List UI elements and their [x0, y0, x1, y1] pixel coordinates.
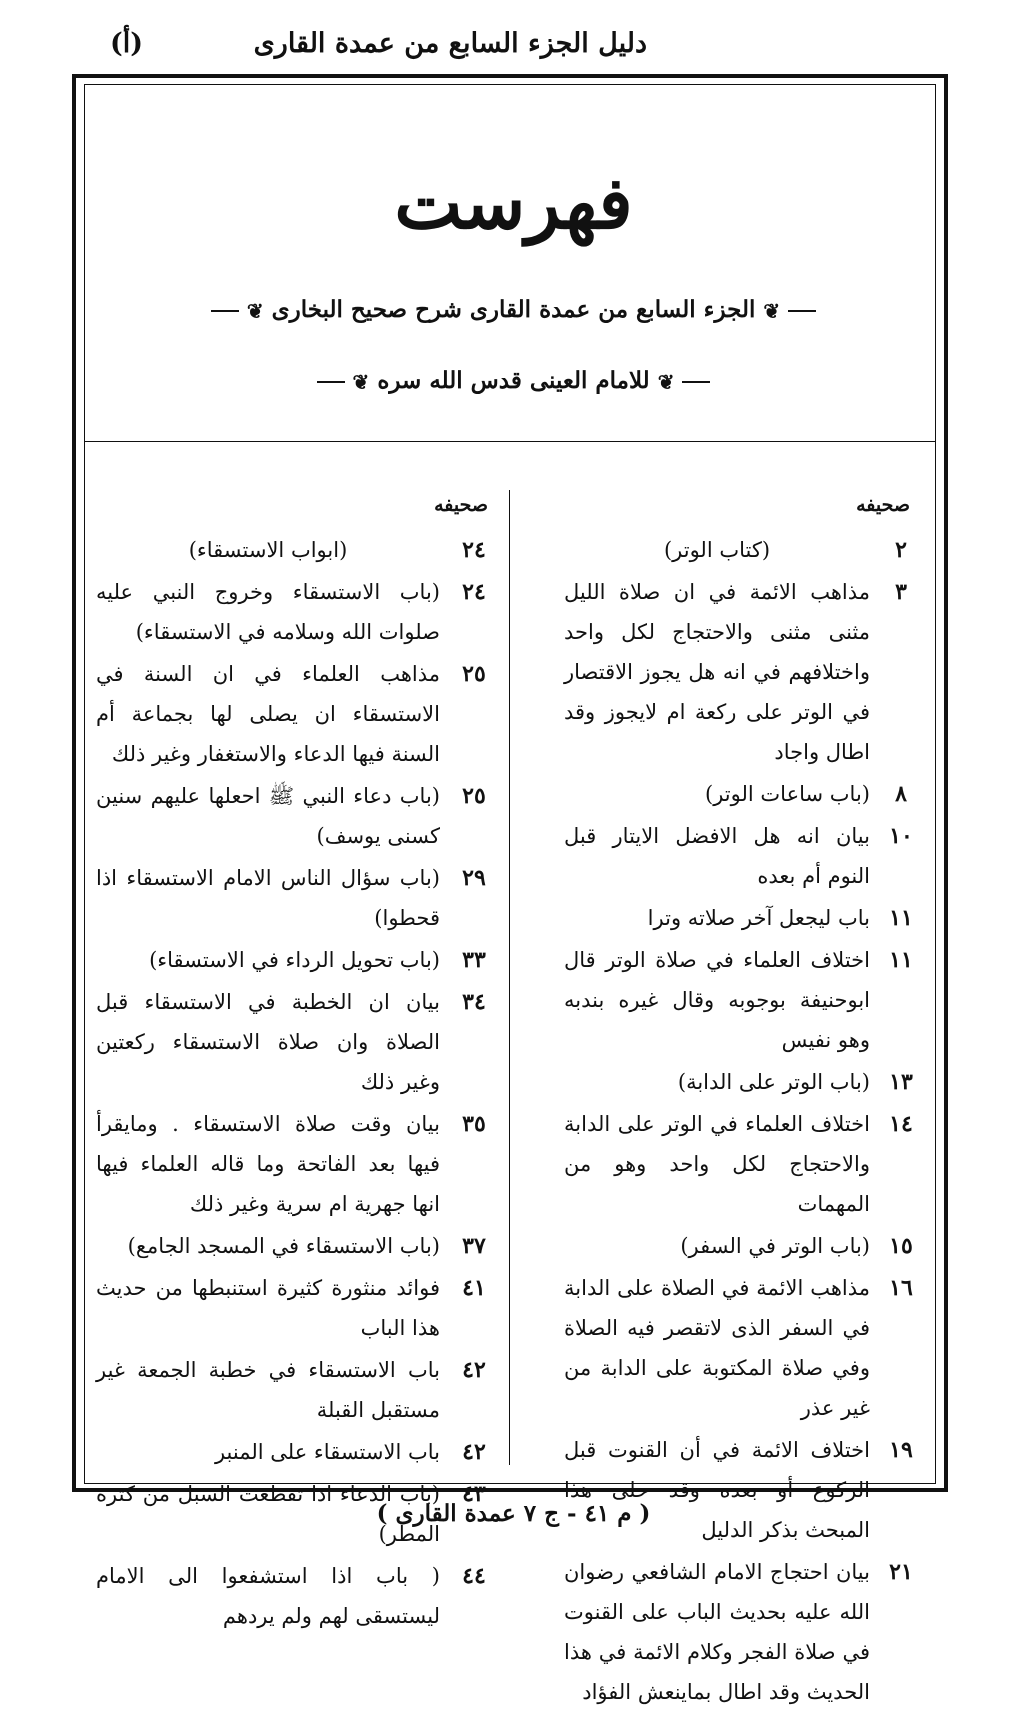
toc-entry-text: بيان احتجاج الامام الشافعي رضوان الله عليه بحديث الباب على القنوت في صلاة الفجر وكلام الائمة في هذا الحديث وقد اطال بماينعش الفؤاد	[564, 1560, 870, 1704]
toc-page-number: ٢١	[889, 1559, 913, 1585]
ornament-line	[788, 310, 816, 312]
toc-entry	[88, 654, 508, 774]
toc-entry	[512, 1104, 932, 1224]
toc-page-number: ٢٥	[462, 661, 486, 687]
toc-entry	[88, 1556, 508, 1636]
signature-footer: ( م ٤١ - ج ٧ عمدة القارى )	[376, 1500, 651, 1527]
toc-entry-text: اختلاف الائمة في أن القنوت قبل الركوع أو بعده وقد حلى هذا المبحث بذكر الدليل	[564, 1438, 870, 1542]
toc-entry-text: (باب الاستسقاء في المسجد الجامع)	[127, 1234, 440, 1258]
column-header-label: صحيفه	[856, 494, 910, 516]
main-heading: فهرست	[394, 160, 633, 245]
toc-entry-text: ( باب اذا استشفعوا الى الامام ليستسقى لهم ولم يردهم	[96, 1564, 440, 1628]
toc-page-number: ١٦	[889, 1275, 913, 1301]
toc-entry-text: اختلاف العلماء في الوتر على الدابة والاحتجاج لكل واحد وهو من المهمات	[564, 1112, 870, 1216]
toc-entry-text: (باب سؤال الناس الامام الاستسقاء اذا قحطوا)	[96, 866, 440, 930]
toc-page-number: ٤٣	[462, 1481, 486, 1507]
ornament-icon: ❦	[657, 370, 675, 394]
toc-entry	[512, 530, 932, 570]
ornament-icon: ❦	[246, 299, 264, 323]
toc-entry-text: مذاهب الائمة في الصلاة على الدابة في السفر الذى لاتقصر فيه الصلاة وفي صلاة المكتوبة على الدابة من غير عذر	[564, 1276, 870, 1420]
toc-entry-text: باب ليجعل آخر صلاته وترا	[647, 906, 870, 930]
toc-list-left	[88, 530, 508, 1636]
toc-entry	[88, 530, 508, 570]
toc-entry-text: فوائد منثورة كثيرة استنبطها من حديث هذا الباب	[96, 1276, 440, 1340]
toc-entry-text: بيان وقت صلاة الاستسقاء . ومايقرأ فيها بعد الفاتحة وما قاله العلماء فيها انها جهرية ام سرية وغير ذلك	[96, 1112, 440, 1216]
toc-page-number: ٣٣	[462, 947, 486, 973]
toc-entry	[512, 940, 932, 1060]
toc-entry	[512, 898, 932, 938]
running-title: دليل الجزء السابع من عمدة القارى	[253, 28, 647, 59]
toc-entry	[512, 1268, 932, 1428]
toc-list-right	[512, 530, 932, 1712]
toc-page-number: ٤٢	[462, 1439, 486, 1465]
toc-page-number: ١١	[889, 947, 913, 973]
toc-entry	[88, 1432, 508, 1472]
toc-entry	[88, 776, 508, 856]
toc-entry-text: (باب ساعات الوتر)	[705, 782, 870, 806]
column-header	[88, 490, 508, 530]
toc-entry-text: (باب الوتر في السفر)	[680, 1234, 870, 1258]
toc-entry	[512, 572, 932, 772]
toc-entry-text: (باب الاستسقاء وخروج النبي عليه صلوات الله وسلامه في الاستسقاء)	[96, 580, 440, 644]
book-subtitle-text: الجزء السابع من عمدة القارى شرح صحيح البخارى	[271, 296, 756, 323]
column-header	[512, 490, 932, 530]
toc-page-number: ٤١	[462, 1275, 486, 1301]
column-header-label: صحيفه	[434, 494, 488, 516]
toc-entry-text: بيان ان الخطبة في الاستسقاء قبل الصلاة وان صلاة الاستسقاء ركعتين وغير ذلك	[96, 990, 440, 1094]
toc-entry	[512, 1226, 932, 1266]
toc-entry-text: اختلاف العلماء في صلاة الوتر قال ابوحنيفة بوجوبه وقال غيره بندبه وهو نفيس	[564, 948, 870, 1052]
toc-page-number: ٣٤	[462, 989, 486, 1015]
toc-page-number: ١٥	[889, 1233, 913, 1259]
ornament-icon: ❦	[352, 370, 370, 394]
toc-page-number: ١٠	[889, 823, 913, 849]
toc-entry-text: باب الاستسقاء في خطبة الجمعة غير مستقبل القبلة	[96, 1358, 440, 1422]
column-divider	[509, 490, 510, 1465]
toc-page-number: ٤٤	[462, 1563, 486, 1589]
toc-entry	[88, 858, 508, 938]
toc-entry	[88, 1268, 508, 1348]
author-text: للامام العينى قدس الله سره	[377, 367, 650, 394]
toc-page-number: ٣	[895, 579, 907, 605]
header-divider	[84, 441, 936, 442]
toc-entry	[88, 572, 508, 652]
page-number: (أ)	[110, 28, 144, 59]
toc-entry	[88, 940, 508, 980]
ornament-line	[682, 381, 710, 383]
toc-page-number: ١٩	[889, 1437, 913, 1463]
toc-entry-text: (باب الدعاء اذا تقطعت السبل من كثرة المطر)	[96, 1482, 440, 1546]
author-line	[0, 367, 1027, 394]
toc-entry	[88, 1104, 508, 1224]
toc-entry-text: (باب تحويل الرداء في الاستسقاء)	[149, 948, 440, 972]
toc-entry	[512, 1062, 932, 1102]
toc-entry-text: بيان انه هل الافضل الايتار قبل النوم أم بعده	[564, 824, 870, 888]
toc-entry-text: (ابواب الاستسقاء)	[188, 538, 348, 562]
toc-entry	[88, 1350, 508, 1430]
ornament-icon: ❦	[763, 299, 781, 323]
toc-page-number: ٢٤	[462, 537, 486, 563]
toc-page-number: ٤٢	[462, 1357, 486, 1383]
toc-entry	[88, 1226, 508, 1266]
toc-column-left	[88, 490, 508, 1628]
toc-page-number: ٨	[895, 781, 907, 807]
running-head	[110, 28, 647, 68]
toc-page-number: ٢٩	[462, 865, 486, 891]
toc-entry	[88, 982, 508, 1102]
toc-entry	[512, 816, 932, 896]
toc-page-number: ١٣	[889, 1069, 913, 1095]
toc-entry-text: مذاهب العلماء في ان السنة في الاستسقاء ان يصلى لها بجماعة أم السنة فيها الدعاء والاستغفار وغير ذلك	[96, 662, 440, 766]
toc-entry	[512, 774, 932, 814]
toc-entry-text: (باب دعاء النبي ﷺ احعلها عليهم سنين كسنى يوسف)	[96, 784, 440, 848]
toc-entry-text: (باب الوتر على الدابة)	[677, 1070, 870, 1094]
ornament-line	[317, 381, 345, 383]
toc-page-number: ١٤	[889, 1111, 913, 1137]
toc-entry-text: (كتاب الوتر)	[663, 538, 771, 562]
toc-page-number: ٢٤	[462, 579, 486, 605]
toc-entry	[512, 1552, 932, 1712]
toc-page-number: ٣٥	[462, 1111, 486, 1137]
toc-page-number: ٣٧	[462, 1233, 486, 1259]
book-subtitle	[0, 296, 1027, 323]
toc-page-number: ١١	[889, 905, 913, 931]
ornament-line	[211, 310, 239, 312]
toc-entry	[512, 1430, 932, 1550]
toc-entry-text: باب الاستسقاء على المنبر	[214, 1440, 440, 1464]
toc-page-number: ٢٥	[462, 783, 486, 809]
toc-page-number: ٢	[895, 537, 907, 563]
toc-entry-text: مذاهب الائمة في ان صلاة الليل مثنى مثنى والاحتجاج لكل واحد واختلافهم في انه هل يجوز الاقتصار في الوتر على ركعة ام لايجوز وقد اطال واجاد	[564, 580, 870, 764]
